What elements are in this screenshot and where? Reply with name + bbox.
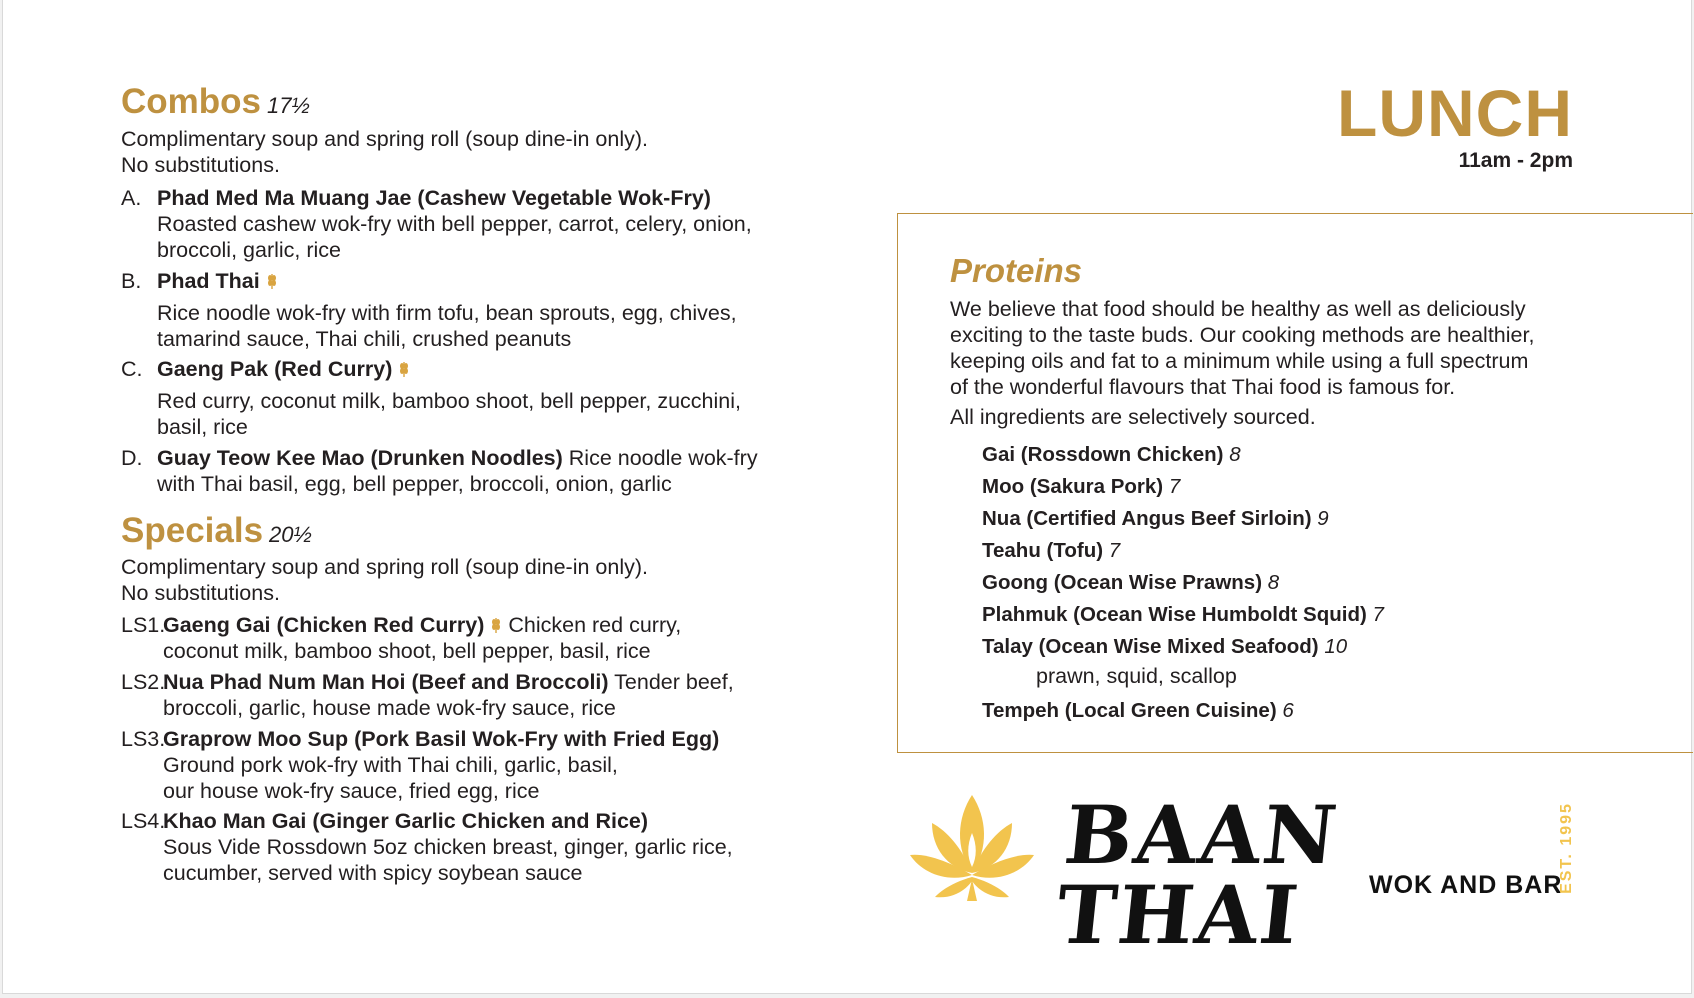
specials-intro: Complimentary soup and spring roll (soup dine-in only). No substitutions. [121,555,649,605]
menu-page [2,0,1692,994]
combos-price: 17½ [267,93,310,118]
combo-item-b: B. Phad Thai Rice noodle wok-fry with firm tofu, bean sprouts, egg, chives, tamarind sauce, Thai chili, crushed peanuts [121,269,737,351]
protein-item: Tempeh (Local Green Cuisine) 6 [982,699,1294,722]
special-item-name: Graprow Moo Sup (Pork Basil Wok-Fry with Fried Egg) [163,727,720,751]
combos-intro: Complimentary soup and spring roll (soup dine-in only). No substitutions. [121,127,649,177]
lotus-icon [907,793,1037,903]
special-item-ls2: LS2. Nua Phad Num Man Hoi (Beef and Broccoli) Tender beef, broccoli, garlic, house made wok-fry sauce, rice [121,670,734,720]
proteins-note: All ingredients are selectively sourced. [950,405,1316,429]
protein-item: Teahu (Tofu) 7 [982,539,1121,562]
combo-item-name: Phad Med Ma Muang Jae (Cashew Vegetable Wok-Fry) [157,186,711,210]
logo-wordmark: BAAN THAI [1051,788,1344,962]
protein-item: Goong (Ocean Wise Prawns) 8 [982,571,1280,594]
special-item-ls3: LS3. Graprow Moo Sup (Pork Basil Wok-Fry with Fried Egg) Ground pork wok-fry with Thai chili, garlic, basil, our house wok-fry sauce, fried egg, rice [121,727,720,803]
lunch-hours: 11am - 2pm [1458,149,1573,172]
lunch-title: LUNCH [1337,76,1573,150]
combo-item-name: Phad Thai [157,269,260,293]
special-item-name: Nua Phad Num Man Hoi (Beef and Broccoli) [163,670,609,694]
proteins-title: Proteins [950,252,1083,289]
proteins-intro: We believe that food should be healthy as well as deliciously exciting to the taste buds. Our cooking methods are healthier, keeping oils and fat to a minimum while using a full spectrum of the wonderful flavours that Thai food is famous for. [950,297,1535,399]
logo-est: EST. 1995 [1557,802,1575,894]
protein-item: Nua (Certified Angus Beef Sirloin) 9 [982,507,1329,530]
protein-item: Gai (Rossdown Chicken) 8 [982,443,1241,466]
wheat-icon [266,272,278,290]
special-item-name: Khao Man Gai (Ginger Garlic Chicken and Rice) [163,809,649,833]
combo-item-a: A. Phad Med Ma Muang Jae (Cashew Vegetable Wok-Fry) Roasted cashew wok-fry with bell pepper, carrot, celery, onion, broccoli, garlic, rice [121,186,752,262]
protein-item-detail: prawn, squid, scallop [1036,664,1237,688]
special-item-name: Gaeng Gai (Chicken Red Curry) [163,613,485,637]
special-item-ls1: LS1. Gaeng Gai (Chicken Red Curry) Chicken red curry, coconut milk, bamboo shoot, bell pepper, basil, rice [121,613,682,663]
combos-title: Combos 17½ [121,82,310,121]
special-item-ls4: LS4. Khao Man Gai (Ginger Garlic Chicken and Rice) Sous Vide Rossdown 5oz chicken breast, ginger, garlic rice, cucumber, served with spicy soybean sauce [121,809,733,885]
combo-item-d: D. Guay Teow Kee Mao (Drunken Noodles) Rice noodle wok-fry with Thai basil, egg, bell pepper, broccoli, onion, garlic [121,446,758,496]
combo-item-name: Gaeng Pak (Red Curry) [157,357,393,381]
baan-thai-logo [907,788,1587,962]
protein-item: Moo (Sakura Pork) 7 [982,475,1181,498]
wheat-icon [398,360,410,378]
combo-item-c: C. Gaeng Pak (Red Curry) Red curry, coconut milk, bamboo shoot, bell pepper, zucchini, basil, rice [121,357,741,439]
protein-item: Plahmuk (Ocean Wise Humboldt Squid) 7 [982,603,1384,626]
logo-tagline: WOK AND BAR [1369,871,1563,899]
wheat-icon [490,616,502,634]
combo-item-name: Guay Teow Kee Mao (Drunken Noodles) [157,446,563,470]
specials-title: Specials 20½ [121,511,312,550]
proteins-panel [897,213,1693,753]
specials-price: 20½ [269,522,312,547]
protein-item: Talay (Ocean Wise Mixed Seafood) 10 [982,635,1348,658]
